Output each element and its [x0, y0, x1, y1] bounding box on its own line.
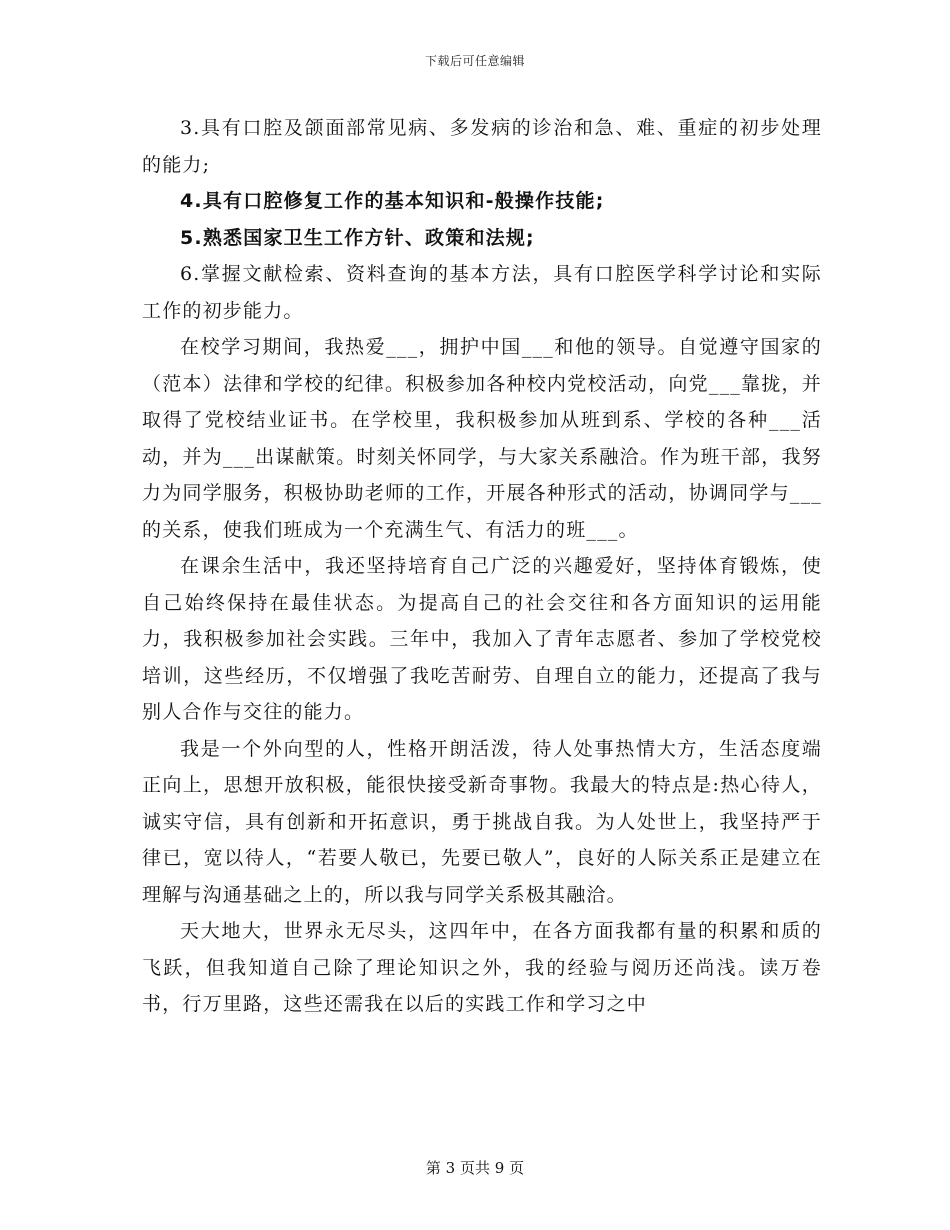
paragraph-6: 在课余生活中，我还坚持培育自己广泛的兴趣爱好，坚持体育锻炼，使自己始终保持在最佳状态。为提高自己的社会交往和各方面知识的运用能力，我积极参加社会实践。三年中，我加入了青年志愿者、参加了学校党校培训，这些经历，不仅增强了我吃苦耐劳、自理自立的能力，还提高了我与别人合作与交往的能力。 — [142, 555, 822, 723]
paragraph-4: 6.掌握文献检索、资料查询的基本方法，具有口腔医学科学讨论和实际工作的初步能力。 — [142, 263, 822, 322]
paragraph-8: 天大地大，世界永无尽头，这四年中，在各方面我都有量的积累和质的飞跃，但我知道自己除了理论知识之外，我的经验与阅历还尚浅。读万卷书，行万里路，这些还需我在以后的实践工作和学习之中 — [142, 920, 822, 1015]
paragraph-2: 4.具有口腔修复工作的基本知识和-般操作技能; — [180, 190, 605, 212]
paragraph-7: 我是一个外向型的人，性格开朗活泼，待人处事热情大方，生活态度端正向上，思想开放积极，能很快接受新奇事物。我最大的特点是:热心待人，诚实守信，具有创新和开拓意识，勇于挑战自我。为人处世上，我坚持严于律已，宽以待人，“若要人敬已，先要已敬人”，良好的人际关系正是建立在理解与沟通基础之上的，所以我与同学关系极其融洽。 — [142, 737, 822, 906]
paragraph-3: 5.熟悉国家卫生工作方针、政策和法规; — [180, 226, 535, 249]
paragraph-1: 3.具有口腔及颌面部常见病、多发病的诊治和急、难、重症的初步处理的能力; — [142, 117, 822, 176]
page-header: 下载后可任意编辑 — [424, 54, 525, 68]
page-footer: 第 3 页共 9 页 — [425, 1159, 525, 1177]
paragraph-5: 在校学习期间，我热爱___，拥护中国___和他的领导。自觉遵守国家的（范本）法律和学校的纪律。积极参加各种校内党校活动，向党___靠拢，并取得了党校结业证书。在学校里，我积极参加从班到系、学校的各种___活动，并为___出谋献策。时刻关怀同学，与大家关系融洽。作为班干部，我努力为同学服务，积极协助老师的工作，开展各种形式的活动，协调同学与___的关系，使我们班成为一个充满生气、有活力的班___。 — [142, 336, 822, 541]
document-body — [142, 110, 822, 1023]
